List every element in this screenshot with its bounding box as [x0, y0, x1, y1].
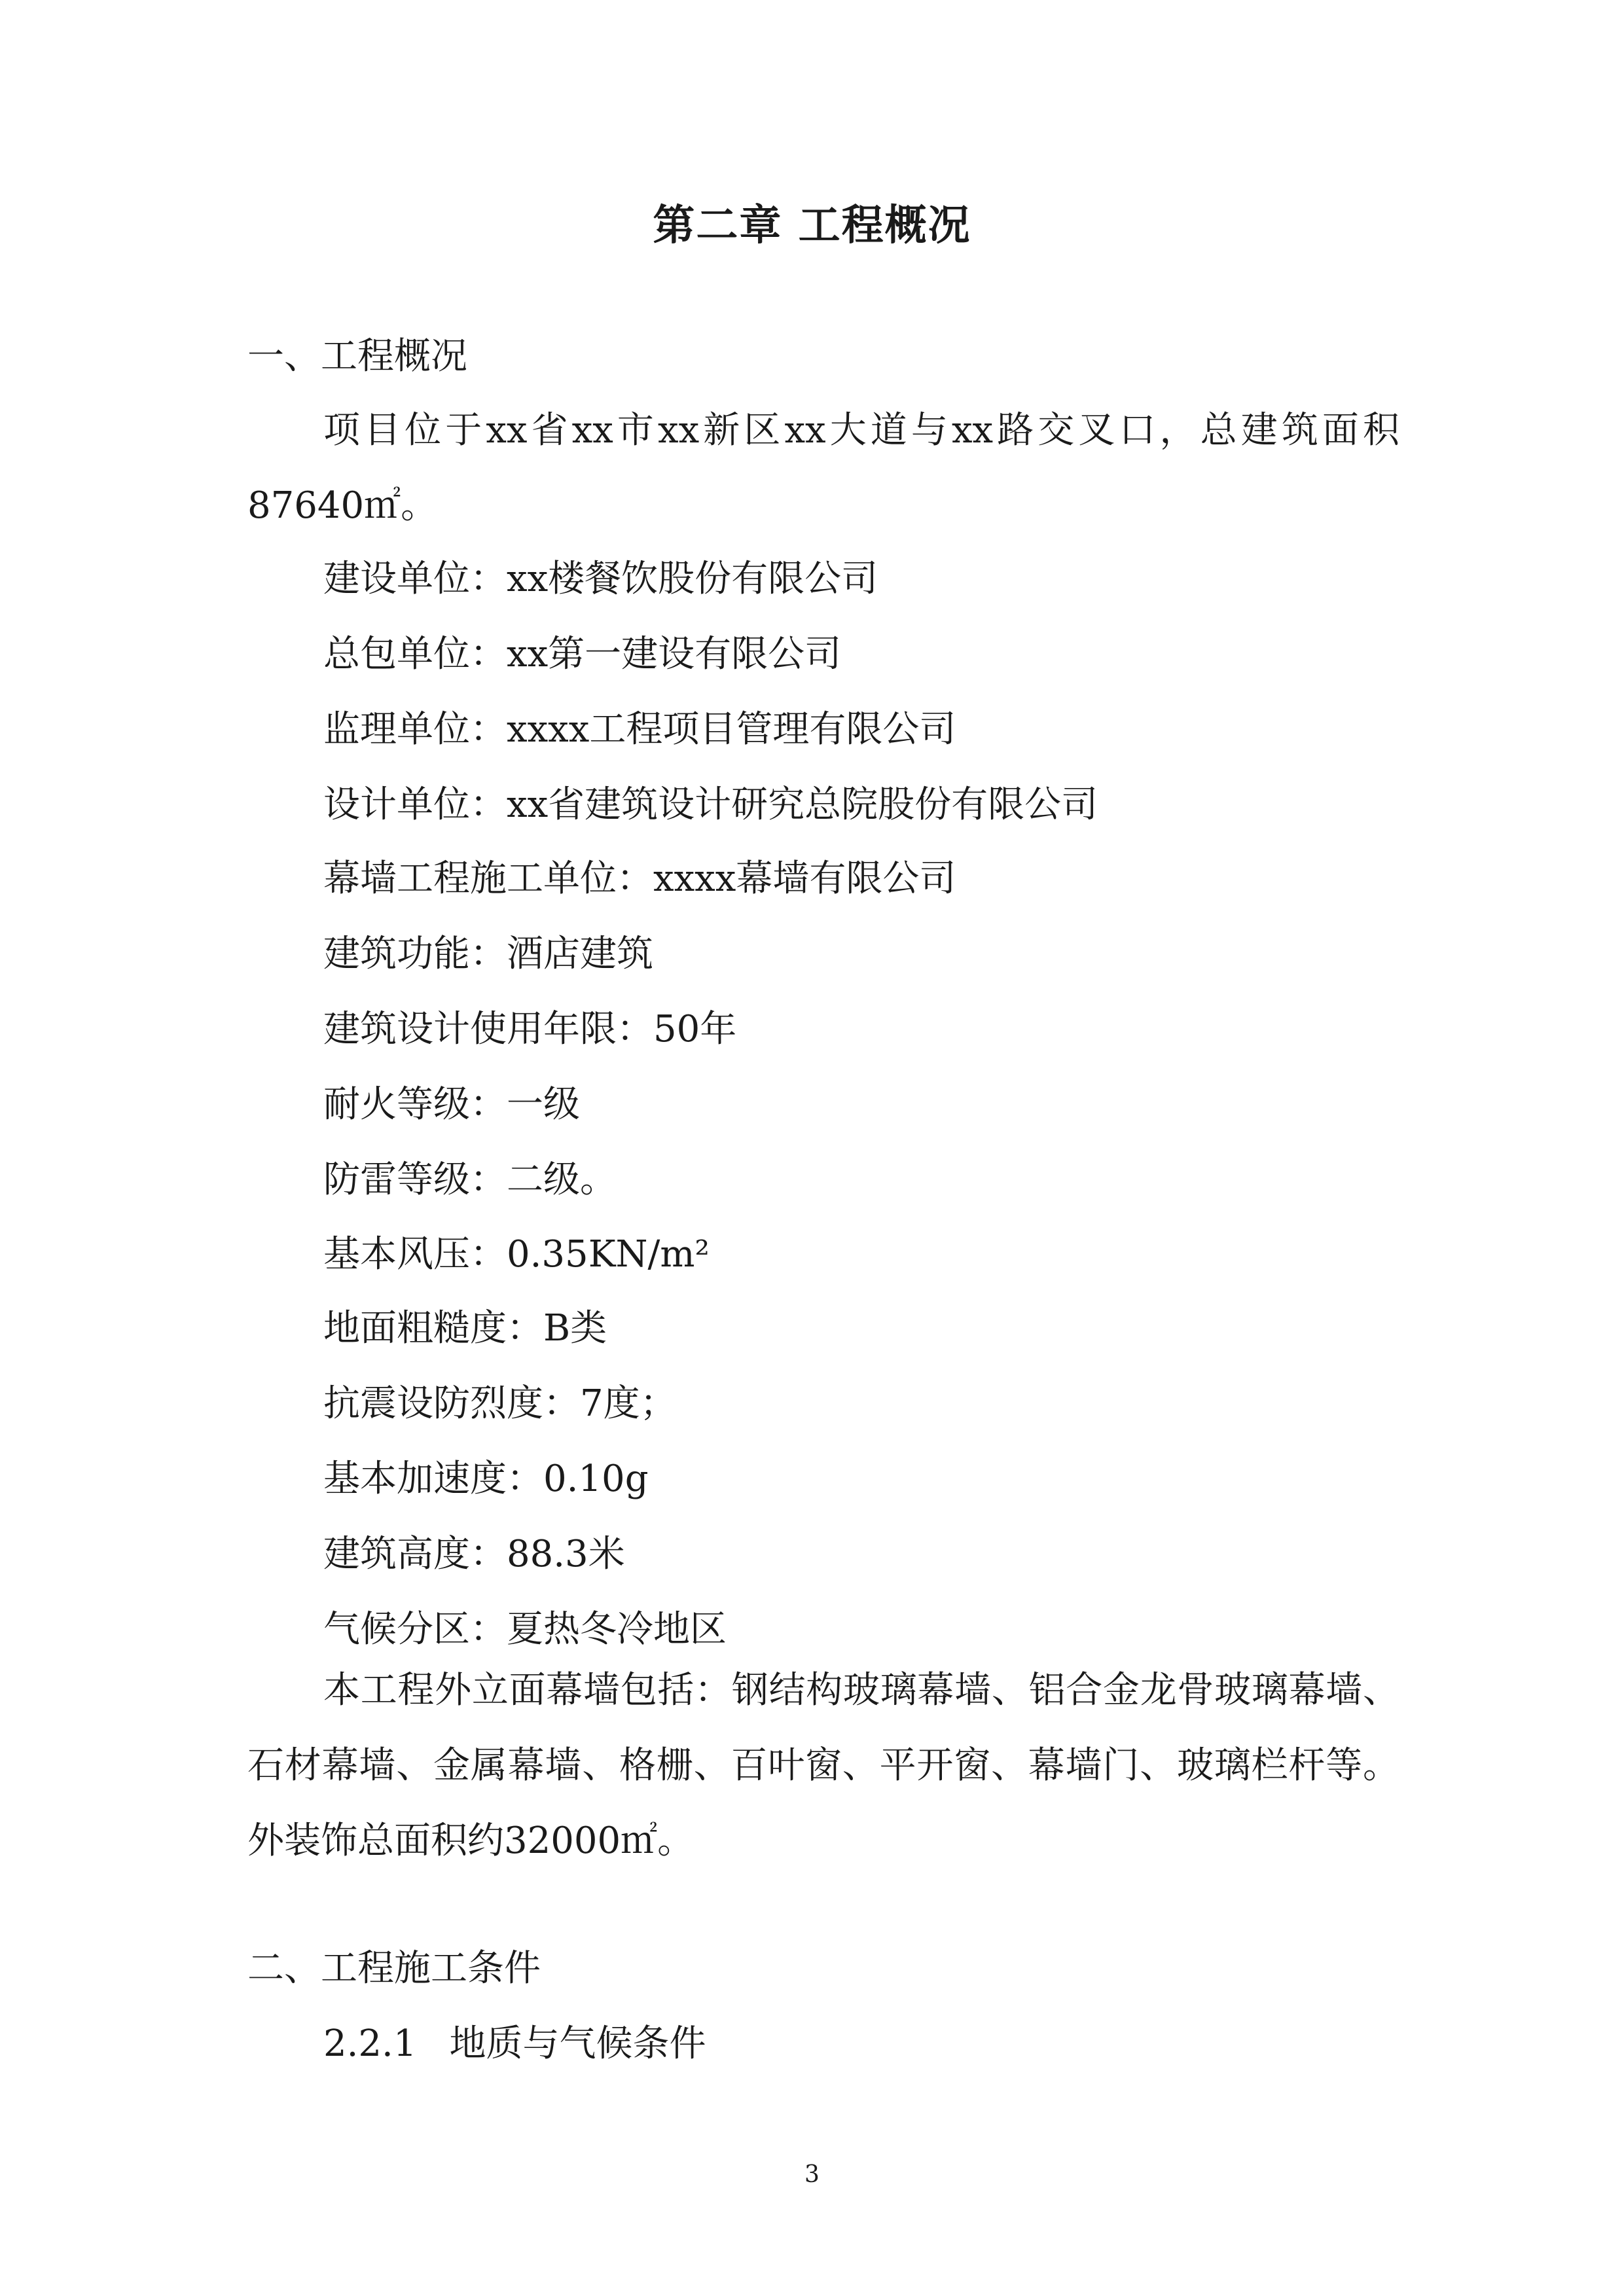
info-line-service-life: 建筑设计使用年限：50年 — [323, 1008, 737, 1050]
facade-summary-paragraph: 本工程外立面幕墙包括：钢结构玻璃幕墙、铝合金龙骨玻璃幕墙、石材幕墙、金属幕墙、格栅、百叶窗、平开窗、幕墙门、玻璃栏杆等。外装饰总面积约32000㎡。 — [247, 1669, 1399, 1862]
info-line-height: 建筑高度：88.3米 — [323, 1533, 625, 1575]
info-line-acceleration: 基本加速度：0.10g — [323, 1458, 649, 1500]
info-line-seismic: 抗震设防烈度：7度； — [323, 1382, 677, 1425]
info-line-contractor: 总包单位：xx第一建设有限公司 — [323, 633, 842, 675]
subsection-heading-geology-climate — [323, 2018, 706, 2070]
info-line-function: 建筑功能：酒店建筑 — [323, 933, 653, 975]
chapter-title: 第二章 工程概况 — [653, 202, 971, 250]
project-location-paragraph: 项目位于xx省xx市xx新区xx大道与xx路交叉口，总建筑面积87640㎡。 — [247, 409, 1399, 527]
section-heading-overview: 一、工程概况 — [247, 335, 467, 378]
info-line-wind-pressure: 基本风压：0.35KN/m² — [323, 1233, 710, 1276]
info-line-roughness: 地面粗糙度：B类 — [323, 1307, 607, 1350]
info-line-curtainwall: 幕墙工程施工单位：xxxx幕墙有限公司 — [323, 857, 956, 900]
info-line-supervisor: 监理单位：xxxx工程项目管理有限公司 — [323, 708, 956, 751]
subsection-number: 2.2.1 — [323, 2022, 417, 2065]
info-line-fire-rating: 耐火等级：一级 — [323, 1083, 580, 1126]
info-line-lightning: 防雷等级：二级。 — [323, 1158, 617, 1201]
subsection-title: 地质与气候条件 — [449, 2022, 706, 2065]
page-number: 3 — [804, 2161, 820, 2188]
section-heading-conditions: 二、工程施工条件 — [247, 1947, 541, 1990]
info-line-owner: 建设单位：xx楼餐饮股份有限公司 — [323, 558, 878, 600]
info-line-designer: 设计单位：xx省建筑设计研究总院股份有限公司 — [323, 783, 1098, 826]
info-line-climate: 气候分区：夏热冬冷地区 — [323, 1608, 727, 1651]
